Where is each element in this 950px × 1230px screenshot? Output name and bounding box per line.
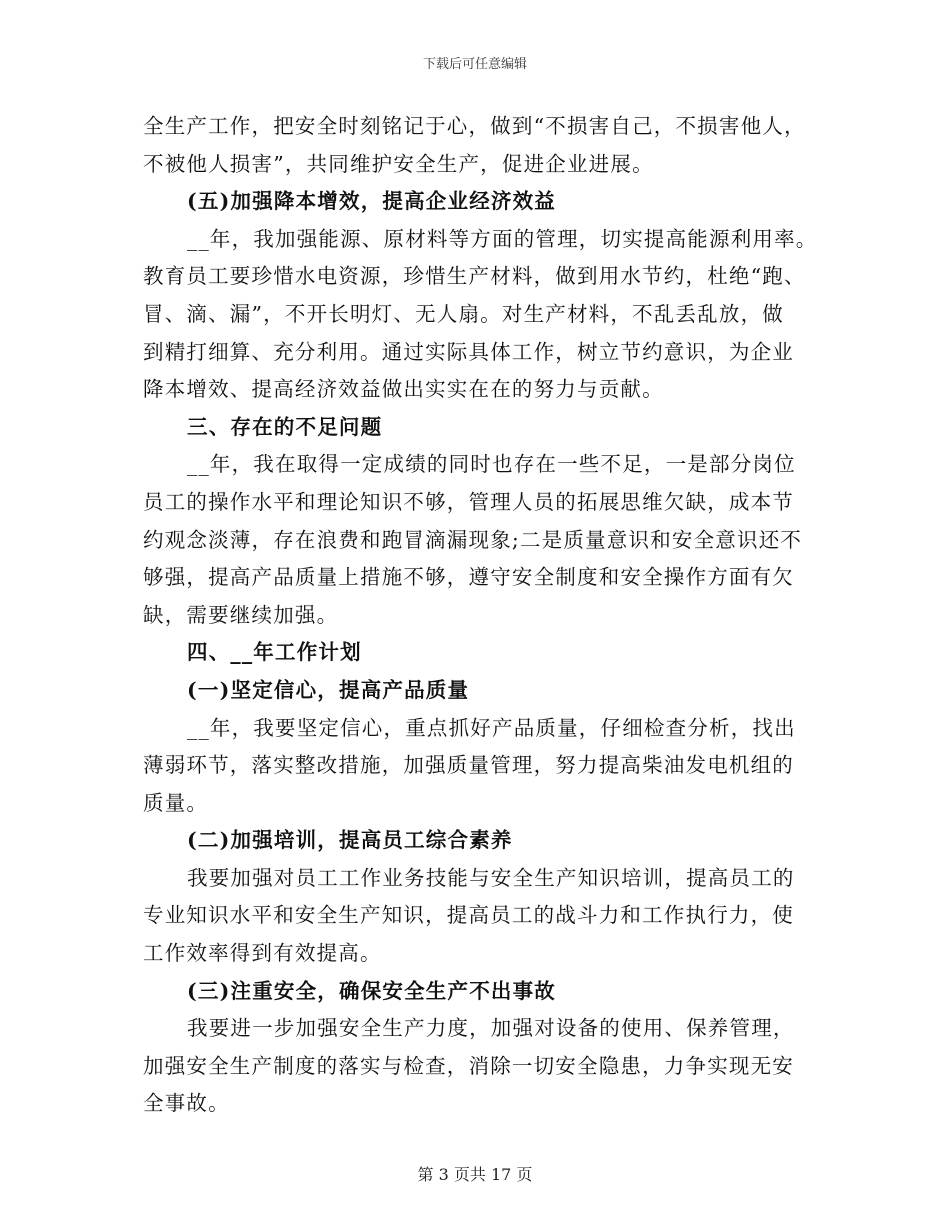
text-line: 不被他人损害”，共同维护安全生产，促进企业进展。 bbox=[143, 151, 654, 176]
text-line: __年，我在取得一定成绩的同时也存在一些不足，一是部分岗位 bbox=[187, 452, 796, 477]
section-heading: 三、存在的不足问题 bbox=[187, 414, 383, 439]
text-line: 到精打细算、充分利用。通过实际具体工作，树立节约意识，为企业 bbox=[143, 339, 794, 364]
text-line: 质量。 bbox=[143, 790, 209, 815]
text-line: __年，我要坚定信心，重点抓好产品质量，仔细检查分析，找出 bbox=[187, 715, 796, 740]
page-footer: 第 3 页共 17 页 bbox=[417, 1165, 533, 1184]
text-line: 我要进一步加强安全生产力度，加强对设备的使用、保养管理， bbox=[187, 1016, 795, 1041]
section-heading: (三)注重安全，确保安全生产不出事故 bbox=[187, 978, 556, 1003]
text-line: __年，我加强能源、原材料等方面的管理，切实提高能源利用率。 bbox=[187, 226, 818, 251]
section-heading: 四、__年工作计划 bbox=[187, 640, 362, 665]
text-line: 缺，需要继续加强。 bbox=[143, 602, 339, 627]
text-line: 专业知识水平和安全生产知识，提高员工的战斗力和工作执行力，使 bbox=[143, 903, 794, 928]
section-heading: (二)加强培训，提高员工综合素养 bbox=[187, 828, 513, 853]
page-header: 下载后可任意编辑 bbox=[422, 57, 527, 72]
text-line: 约观念淡薄，存在浪费和跑冒滴漏现象;二是质量意识和安全意识还不 bbox=[143, 527, 803, 552]
text-line: 员工的操作水平和理论知识不够，管理人员的拓展思维欠缺，成本节 bbox=[143, 489, 794, 514]
text-line: 薄弱环节，落实整改措施，加强质量管理，努力提高柴油发电机组的 bbox=[143, 753, 794, 778]
text-line: 够强，提高产品质量上措施不够，遵守安全制度和安全操作方面有欠 bbox=[143, 565, 794, 590]
document-body bbox=[143, 108, 818, 1123]
section-heading: (五)加强降本增效，提高企业经济效益 bbox=[187, 189, 556, 214]
text-line: 全事故。 bbox=[143, 1091, 230, 1116]
section-heading: (一)坚定信心，提高产品质量 bbox=[187, 677, 470, 702]
text-line: 教育员工要珍惜水电资源，珍惜生产材料，做到用水节约，杜绝“跑、 bbox=[143, 264, 806, 289]
text-line: 降本增效、提高经济效益做出实实在在的努力与贡献。 bbox=[143, 377, 664, 402]
text-line: 冒、滴、漏”，不开长明灯、无人扇。对生产材料，不乱丢乱放，做 bbox=[143, 301, 784, 326]
text-line: 全生产工作，把安全时刻铭记于心，做到“不损害自己，不损害他人， bbox=[143, 114, 806, 138]
text-line: 工作效率得到有效提高。 bbox=[143, 941, 382, 966]
text-line: 加强安全生产制度的落实与检查，消除一切安全隐患，力争实现无安 bbox=[143, 1053, 794, 1078]
text-line: 我要加强对员工工作业务技能与安全生产知识培训，提高员工的 bbox=[187, 865, 795, 890]
